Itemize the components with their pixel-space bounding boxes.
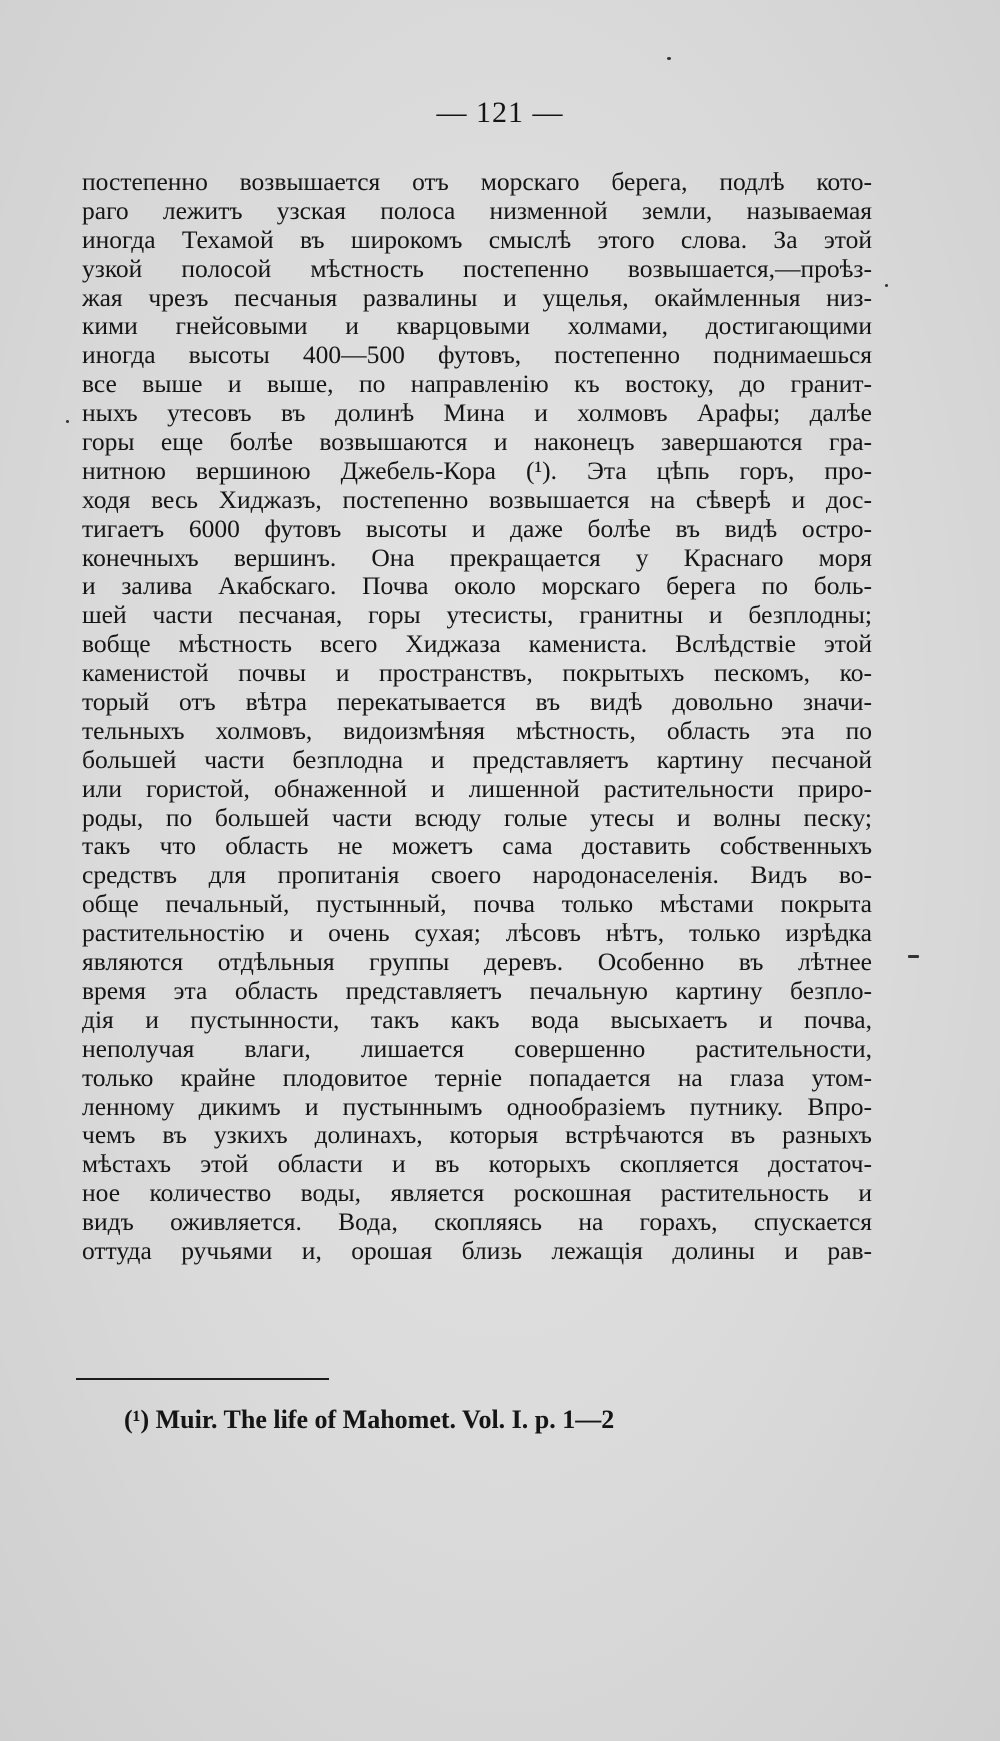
footnote: (¹) Muir. The life of Mahomet. Vol. I. p. 1—2 <box>124 1405 615 1434</box>
text-line: неполучая влаги, лишается совершенно растительности, <box>82 1034 872 1063</box>
ink-speck <box>908 955 919 958</box>
ink-speck <box>885 284 888 287</box>
text-line: ленному дикимъ и пустыннымъ однообразіемъ путнику. Впро- <box>82 1092 872 1121</box>
text-line: средствъ для пропитанія своего народонаселенія. Видъ во- <box>82 861 872 890</box>
text-line: растительностію и очень сухая; лѣсовъ нѣтъ, только изрѣдка <box>82 919 872 948</box>
body-text <box>82 168 872 1266</box>
text-line: только крайне плодовитое терніе попадается на глаза утом- <box>82 1063 872 1092</box>
text-line: ходя весь Хиджазъ, постепенно возвышается на сѣверѣ и дос- <box>82 485 872 514</box>
text-line: видъ оживляется. Вода, скопляясь на горахъ, спускается <box>82 1208 872 1237</box>
text-line: время эта область представляетъ печальную картину безпло- <box>82 976 872 1005</box>
text-line: вобще мѣстность всего Хиджаза камениста. Вслѣдствіе этой <box>82 630 872 659</box>
text-line: или гористой, обнаженной и лишенной растительности приро- <box>82 774 872 803</box>
text-line: роды, по большей части всюду голые утесы и волны песку; <box>82 803 872 832</box>
text-line: оттуда ручьями и, орошая близь лежащія долины и рав- <box>82 1236 872 1265</box>
text-line: обще печальный, пустынный, почва только мѣстами покрыта <box>82 890 872 919</box>
text-line: горы еще болѣе возвышаются и наконецъ завершаются гра- <box>82 428 872 457</box>
text-line: ныхъ утесовъ въ долинѣ Мина и холмовъ Арафы; далѣе <box>82 399 872 428</box>
text-line: иногда Техамой въ широкомъ смыслѣ этого слова. За этой <box>82 225 872 254</box>
text-line: и залива Акабскаго. Почва около морскаго берега по боль- <box>82 572 872 601</box>
text-line: все выше и выше, по направленію къ востоку, до гранит- <box>82 370 872 399</box>
text-line: нитною вершиною Джебель-Кора (¹). Эта цѣпь горъ, про- <box>82 456 872 485</box>
text-line: жая чрезъ песчаныя развалины и ущелья, окаймленныя низ- <box>82 283 872 312</box>
text-line: большей части безплодна и представляетъ картину песчаной <box>82 745 872 774</box>
text-line: постепенно возвышается отъ морскаго берега, подлѣ кото- <box>82 168 872 196</box>
text-line: тельныхъ холмовъ, видоизмѣняя мѣстность, область эта по <box>82 716 872 745</box>
text-line: раго лежитъ узская полоса низменной земли, называемая <box>82 196 872 225</box>
text-line: ное количество воды, является роскошная растительность и <box>82 1179 872 1208</box>
text-line: дія и пустынности, такъ какъ вода высыхаетъ и почва, <box>82 1005 872 1034</box>
text-line: кими гнейсовыми и кварцовыми холмами, достигающими <box>82 312 872 341</box>
text-line: тигаетъ 6000 футовъ высоты и даже болѣе въ видѣ остро- <box>82 514 872 543</box>
text-line: шей части песчаная, горы утесисты, гранитны и безплодны; <box>82 601 872 630</box>
page-number: — 121 — <box>436 96 564 129</box>
text-line: являются отдѣльныя группы деревъ. Особенно въ лѣтнее <box>82 948 872 977</box>
text-line: такъ что область не можетъ сама доставить собственныхъ <box>82 832 872 861</box>
text-line: торый отъ вѣтра перекатывается въ видѣ довольно значи- <box>82 688 872 717</box>
ink-speck <box>667 57 671 60</box>
text-line: конечныхъ вершинъ. Она прекращается у Краснаго моря <box>82 543 872 572</box>
text-line: каменистой почвы и пространствъ, покрытыхъ пескомъ, ко- <box>82 659 872 688</box>
text-line: иногда высоты 400—500 футовъ, постепенно поднимаешься <box>82 341 872 370</box>
footnote-rule <box>76 1378 329 1380</box>
ink-speck <box>66 420 69 423</box>
text-line: узкой полосой мѣстность постепенно возвышается,—проѣз- <box>82 254 872 283</box>
text-line: мѣстахъ этой области и въ которыхъ скопляется достаточ- <box>82 1150 872 1179</box>
text-line: чемъ въ узкихъ долинахъ, которыя встрѣчаются въ разныхъ <box>82 1121 872 1150</box>
